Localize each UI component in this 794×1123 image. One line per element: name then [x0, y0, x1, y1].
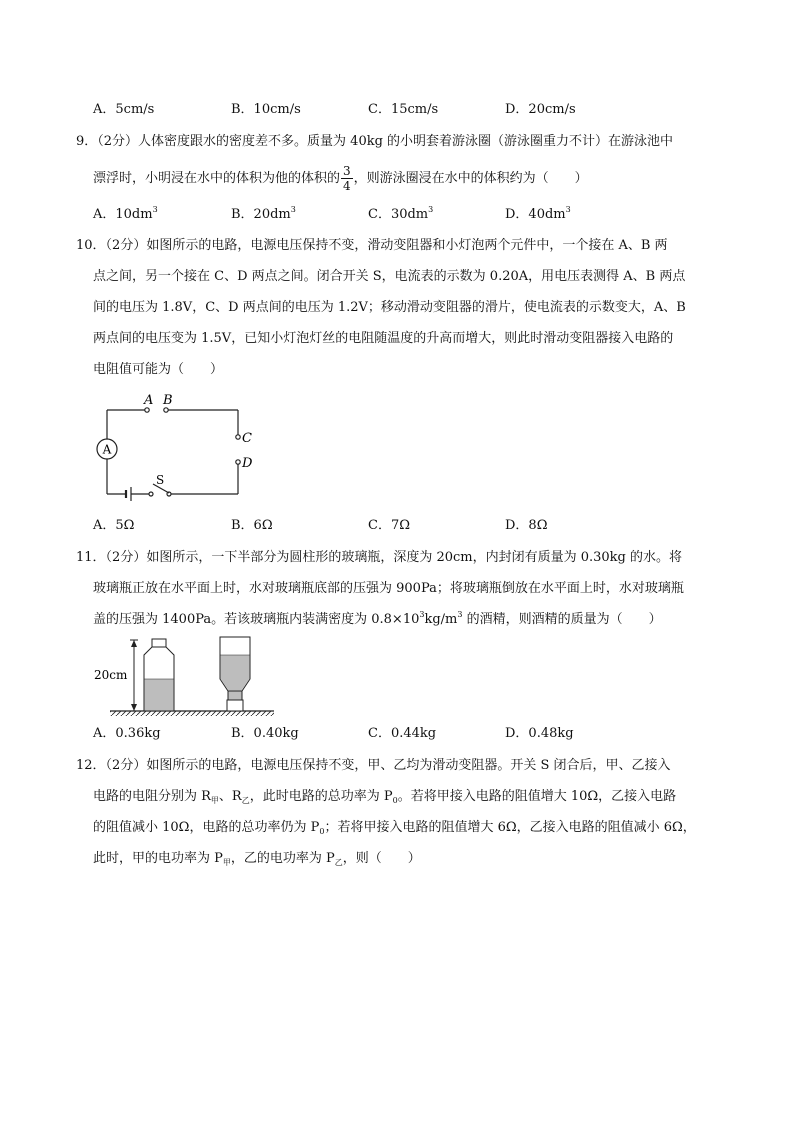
q11-option-d[interactable]: D．0.48kg: [505, 726, 574, 741]
q12-line4-a: 此时，甲的电功率为 P: [93, 851, 223, 866]
q8-option-d[interactable]: D．20cm/s: [505, 102, 576, 117]
q12-sub-jia: 甲: [210, 796, 219, 805]
q8-options: [93, 100, 693, 120]
q10-stem-line3: 间的电压为 1.8V，C、D 两点间的电压为 1.2V；移动滑动变阻器的滑片，使电流表的示数变大，A、B: [93, 300, 686, 315]
q10-label-c: C: [242, 431, 252, 446]
q12-sub-0: 0: [392, 796, 398, 805]
q11-height-label: 20cm: [94, 668, 128, 682]
q9-option-c-sup: 3: [428, 205, 434, 214]
q12-stem-line2: [93, 787, 676, 807]
q8-option-a[interactable]: A．5cm/s: [93, 102, 155, 117]
q11-stem-line3-post: 的酒精，则酒精的质量为（ ）: [462, 612, 662, 627]
q9-option-a[interactable]: [93, 205, 158, 225]
q9-option-d-sup: 3: [565, 205, 571, 214]
q9-option-d[interactable]: [505, 205, 571, 225]
q11-option-a[interactable]: A．0.36kg: [93, 726, 161, 741]
q9-fraction-denominator: 4: [343, 179, 351, 193]
q9-fraction: [341, 164, 353, 193]
q12-line2-d: 。若将甲接入电路的阻值增大 10Ω，乙接入电路: [397, 789, 677, 804]
q12-line4-c: ，则（ ）: [342, 851, 421, 866]
q9-stem-line2: [93, 164, 588, 194]
q9-option-c[interactable]: [368, 205, 433, 225]
q8-option-c[interactable]: C．15cm/s: [368, 102, 439, 117]
q10-label-a: A: [144, 393, 154, 408]
q10-label-b: B: [163, 393, 173, 408]
q12-sub-yi: 乙: [241, 796, 250, 805]
q10-stem-line4: 两点间的电压变为 1.5V，已知小灯泡灯丝的电阻随温度的升高而增大，则此时滑动变阻器接入电路的: [93, 331, 674, 346]
q11-sup-exp: 3: [419, 610, 425, 619]
q11-options: [93, 724, 693, 744]
q10-stem-line5: 电阻值可能为（ ）: [93, 362, 224, 377]
q11-stem-line1: 11．（2分）如图所示，一下半部分为圆柱形的玻璃瓶，深度为 20cm，内封闭有质量为 0.30kg 的水。将: [76, 550, 683, 565]
q9-stem-line2-post: ，则游泳圈浸在水中的体积约为（ ）: [353, 171, 588, 186]
q11-stem-line3: [93, 610, 662, 630]
q9-option-a-text: A．10dm: [93, 207, 153, 222]
q12-line3-a: 的阻值减小 10Ω，电路的总功率仍为 P: [93, 820, 320, 835]
q10-option-d[interactable]: D．8Ω: [505, 518, 548, 533]
q12-sub-yi-b: 乙: [334, 858, 343, 867]
q9-fraction-numerator: 3: [343, 164, 351, 178]
q10-ammeter-label: A: [102, 442, 112, 457]
q12-line3-b: ；若将甲接入电路的阻值增大 6Ω，乙接入电路的阻值减小 6Ω，: [324, 820, 696, 835]
q9-option-b-sup: 3: [290, 205, 296, 214]
q9-option-c-text: C．30dm: [368, 207, 429, 222]
q12-stem-line1: 12．（2分）如图所示的电路，电源电压保持不变，甲、乙均为滑动变阻器。开关 S 闭合后，甲、乙接入: [76, 758, 671, 773]
q9-option-b-text: B．20dm: [231, 207, 291, 222]
q10-option-a[interactable]: A．5Ω: [93, 518, 135, 533]
q9-option-d-text: D．40dm: [505, 207, 566, 222]
q11-bottle-diagram: [92, 635, 282, 717]
q11-sup-unit: 3: [457, 610, 463, 619]
q11-option-b[interactable]: B．0.40kg: [231, 726, 299, 741]
q12-line2-b: 、R: [218, 789, 242, 804]
q12-line4-b: ，乙的电功率为 P: [230, 851, 335, 866]
q10-label-d: D: [242, 456, 253, 471]
q10-label-s: S: [156, 473, 165, 487]
q10-stem-line2: 点之间，另一个接在 C、D 两点之间。闭合开关 S，电流表的示数为 0.20A，用电压表测得 A、B 两点: [93, 269, 686, 284]
q12-line2-c: ，此时电路的总功率为 P: [249, 789, 393, 804]
q10-circuit-diagram: [90, 388, 265, 503]
q12-line2-a: 电路的电阻分别为 R: [93, 789, 211, 804]
q12-stem-line4: [93, 849, 421, 869]
q11-stem-line3-unit: kg/m: [424, 612, 458, 627]
q11-stem-line2: 玻璃瓶正放在水平面上时，水对玻璃瓶底部的压强为 900Pa；将玻璃瓶倒放在水平面上时，水对玻璃瓶: [93, 581, 684, 596]
q9-option-b[interactable]: [231, 205, 296, 225]
q9-option-a-sup: 3: [152, 205, 158, 214]
q10-options: [93, 516, 693, 536]
q11-option-c[interactable]: C．0.44kg: [368, 726, 437, 741]
q10-option-b[interactable]: B．6Ω: [231, 518, 273, 533]
q9-stem-line2-pre: 漂浮时，小明浸在水中的体积为他的体积的: [93, 171, 341, 186]
q9-options: [93, 205, 693, 225]
q12-stem-line3: [93, 818, 696, 838]
q9-stem-line1: 9．（2分）人体密度跟水的密度差不多。质量为 40kg 的小明套着游泳圈（游泳圈重力不计）在游泳池中: [76, 134, 674, 149]
q12-sub-jia-b: 甲: [222, 858, 231, 867]
q10-stem-line1: 10．（2分）如图所示的电路，电源电压保持不变，滑动变阻器和小灯泡两个元件中，一个接在 A、B 两: [76, 238, 668, 253]
q10-option-c[interactable]: C．7Ω: [368, 518, 410, 533]
q11-stem-line3-pre: 盖的压强为 1400Pa。若该玻璃瓶内装满密度为 0.8×10: [93, 612, 420, 627]
q8-option-b[interactable]: B．10cm/s: [231, 102, 301, 117]
q12-sub-0b: 0: [319, 827, 325, 836]
